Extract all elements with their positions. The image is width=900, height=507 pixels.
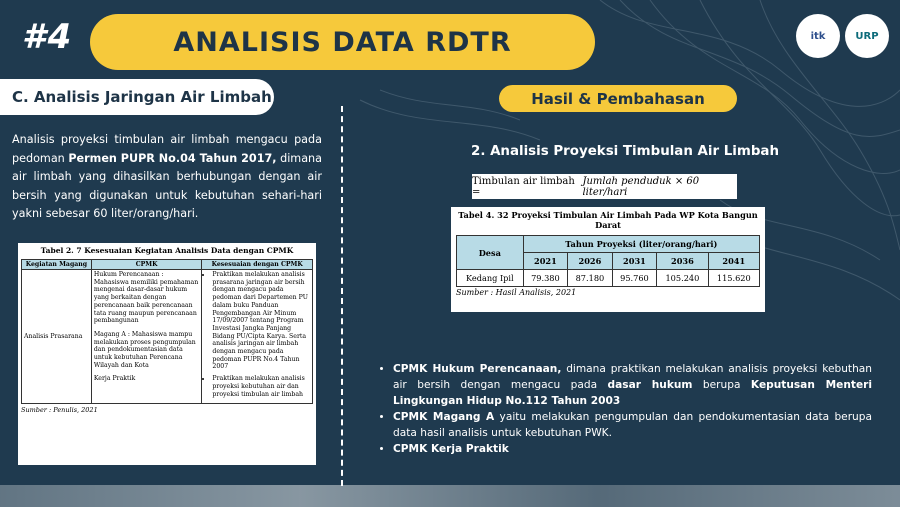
section-title-text: C. Analisis Jaringan Air Limbah: [12, 88, 272, 106]
table-header: Desa: [457, 236, 524, 270]
table-cell: Kedang Ipil: [457, 270, 524, 287]
kesesuaian-1: • Praktikan melakukan analisis prasarana jaringan air bersih dengan mengacu pada pedoman dari Departemen PU dalam buku Panduan Pengembangan Air Minum 17/09/2007 tentang Program Investasi Jangka Panjang Bidang PU/Cipta Karya. Serta analisis jaringan air limbah dengan mengacu pada pedoman PUPR No.4 Tahun 2007: [212, 271, 310, 371]
table-caption: Tabel 4. 32 Proyeksi Timbulan Air Limbah Pada WP Kota Bangun Darat: [458, 210, 758, 230]
dashed-divider: [341, 106, 343, 486]
subheading: 2. Analisis Proyeksi Timbulan Air Limbah: [471, 144, 779, 159]
year-header: 2041: [708, 253, 759, 270]
list-item: [393, 441, 872, 457]
formula-lhs: Timbulan air limbah =: [472, 175, 575, 198]
table-caption: Tabel 2. 7 Kesesuaian Kegiatan Analisis Data dengan CPMK: [40, 246, 294, 255]
list-item: [393, 409, 872, 441]
para-text-2: dimana air limbah yang dihasilkan berhubungan dengan air bersih yang digunakan untuk kebutuhan sehari-hari yakni sebesar 60 liter/orang/hari.: [12, 151, 322, 220]
cpmk-hukum: Hukum Perencanaan : Mahasiswa memiliki pemahaman mengenai dasar-dasar hukum yang berkaitan dengan perencanaan baik perencanaan tata ruang maupun perencanaan pembangunan: [93, 271, 199, 325]
bullet-text: dimana praktikan melakukan analisis proyeksi kebuthan air bersih dengan mengacu pada: [393, 363, 872, 391]
table-cell: 95.760: [612, 270, 657, 287]
cpmk-bullet-list: [379, 361, 872, 457]
kesesuaian-2: • Praktikan melakukan analisis proyeksi kebutuhan air dan proyeksi timbulan air limbah: [212, 375, 310, 398]
formula-rhs: Jumlah penduduk × 60 liter/hari: [582, 175, 700, 198]
bullet-bold: dasar hukum: [607, 379, 693, 391]
table-header: CPMK: [91, 260, 202, 270]
intro-paragraph: [12, 131, 322, 224]
bullet-bold: CPMK Hukum Perencanaan,: [393, 363, 562, 375]
cpmk-table-image: [18, 243, 316, 465]
page-title: ANALISIS DATA RDTR: [173, 26, 512, 58]
year-header: 2031: [612, 253, 657, 270]
urp-logo: [845, 14, 889, 58]
bullet-bold: CPMK Kerja Praktik: [393, 443, 509, 455]
table-source: Sumber : Penulis, 2021: [21, 406, 98, 415]
cpmk-magang: Magang A : Mahasiswa mampu melakukan proses pengumpulan dan pendokumentasian data untuk kebutuhan Perencana Wilayah dan Kota: [93, 330, 196, 369]
para-text-1: Analisis proyeksi timbulan air limbah mengacu pada pedoman: [12, 133, 322, 165]
table-source: Sumber : Hasil Analisis, 2021: [456, 288, 577, 297]
title-banner: [90, 14, 595, 70]
map-strip: [0, 485, 900, 507]
table-cell: Analisis Prasarana: [22, 270, 92, 404]
year-header: 2026: [568, 253, 613, 270]
cpmk-kerja: Kerja Praktik: [93, 375, 136, 383]
bullet-bold: Keputusan Menteri Lingkungan Hidup No.112 Tahun 2003: [393, 379, 873, 407]
bullet-text: berupa: [692, 379, 751, 391]
year-header: 2036: [657, 253, 708, 270]
cpmk-table: [21, 259, 313, 404]
table-header: Kesesuaian dengan CPMK: [202, 260, 313, 270]
table-row: [22, 270, 313, 404]
table-cell: 105.240: [657, 270, 708, 287]
bullet-bold: CPMK Magang A: [393, 411, 495, 423]
year-header: 2021: [523, 253, 568, 270]
table-header: Tahun Proyeksi (liter/orang/hari): [523, 236, 759, 253]
table-cell: [91, 270, 202, 404]
itk-logo: [796, 14, 840, 58]
table-cell: 87.180: [568, 270, 613, 287]
slide-number: #4: [22, 17, 74, 57]
table-row: [457, 270, 760, 287]
table-header: Kegiatan Magang: [22, 260, 92, 270]
hasil-title-text: Hasil & Pembahasan: [531, 89, 705, 108]
formula-box: [472, 174, 737, 199]
itk-logo-text: itk: [810, 30, 826, 42]
bullet-text: yaitu melakukan pengumpulan dan pendokumentasian data berupa data hasil analisis untuk kebutuhan PWK.: [393, 411, 872, 439]
table-cell: 115.620: [708, 270, 759, 287]
table-cell: [202, 270, 313, 404]
section-title-right: [499, 85, 737, 112]
list-item: [393, 361, 872, 409]
table-cell: 79.380: [523, 270, 568, 287]
urp-logo-text: URP: [855, 30, 879, 42]
projection-table-image: [451, 207, 765, 312]
projection-table: [456, 235, 760, 287]
para-bold-1: Permen PUPR No.04 Tahun 2017,: [68, 151, 277, 165]
section-title-left: [0, 79, 274, 115]
